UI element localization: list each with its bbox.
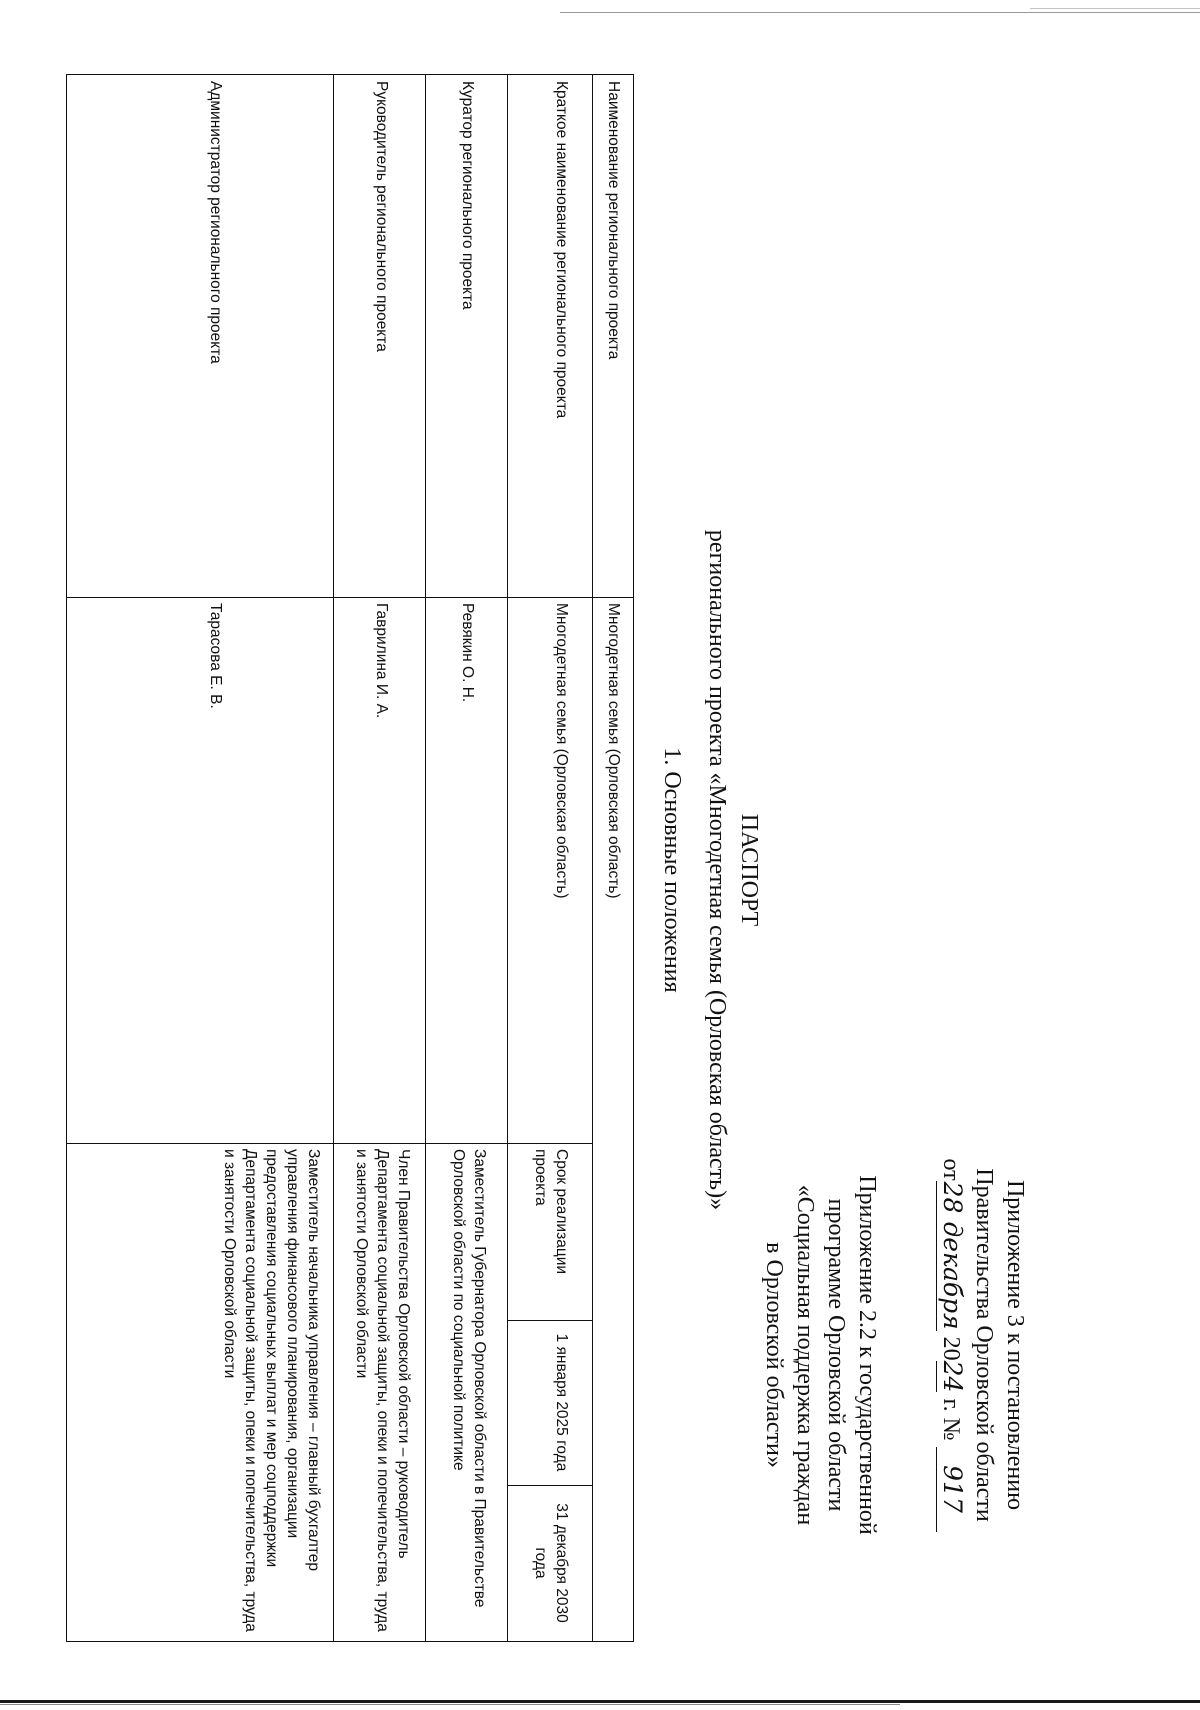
appendix-2-2-line4: в Орловской области» [761, 1242, 787, 1468]
appendix-3-line1: Приложение 3 к постановлению [1002, 1179, 1028, 1511]
rotated-page [40, 40, 1100, 1680]
label-project-name: Наименование регионального проекта [605, 81, 622, 360]
value-administrator-position: Заместитель начальника управления – главный бухгалтер управления финансового планирования, организации предоставления социальных выплат и мер соцподдержки Департамента социальной защиты, опеки и попечительства, труда и занятости Орловской области [221, 1149, 322, 1632]
label-head: Руководитель регионального проекта [373, 81, 390, 352]
value-curator-name: Ревякин О. Н. [459, 603, 476, 703]
value-end-date: 31 декабря 2030 года [532, 1503, 570, 1623]
year-prefix: 20 [938, 1336, 964, 1361]
scan-edge-top-secondary [1030, 8, 1200, 9]
label-curator: Куратор регионального проекта [459, 81, 476, 310]
value-short-name: Многодетная семья (Орловская область) [553, 603, 570, 899]
handwritten-number: 917 [936, 1447, 968, 1532]
label-short-name: Краткое наименование регионального проекта [553, 81, 570, 419]
scan-edge-bottom-secondary [0, 1704, 900, 1705]
appendix-3-line2: Правительства Орловской области [971, 1168, 997, 1522]
appendix-2-2-line1: Приложение 2.2 к государственной [854, 1175, 880, 1535]
value-curator-position: Заместитель Губернатора Орловской области в Правительстве Орловской области по социальной политике [450, 1149, 488, 1608]
label-term: Срок реализации проекта [532, 1149, 570, 1275]
appendix-2-2-line3: «Социальная поддержка граждан [792, 1184, 818, 1526]
year-tail: г. № [938, 1398, 964, 1441]
appendix-3-block [935, 1040, 1030, 1650]
label-administrator: Администратор регионального проекта [207, 81, 224, 364]
value-start-date: 1 января 2025 года [553, 1333, 570, 1472]
appendix-2-2-line2: программе Орловской области [823, 1198, 849, 1512]
handwritten-date: 28 декабря [938, 1181, 967, 1330]
from-prefix: от [938, 1158, 964, 1181]
passport-table [66, 74, 634, 1642]
scan-edge-bottom [0, 1700, 1200, 1703]
title-project-name: регионального проекта «Многодетная семья (Орловская область)» [704, 529, 730, 1211]
value-head-position: Член Правительства Орловской области – руководитель Департамента социальной защиты, опеки и попечительства, труда и занятости Орловской области [353, 1149, 412, 1632]
section-heading: 1. Основные положения [659, 747, 685, 993]
handwritten-year: 24 [938, 1360, 967, 1393]
value-head-name: Гаврилина И. А. [373, 603, 390, 719]
appendix-2-2-block [758, 1060, 882, 1650]
appendix-3-date-line [935, 1040, 968, 1650]
title-passport: ПАСПОРТ [736, 813, 762, 927]
value-project-name: Многодетная семья (Орловская область) [605, 603, 622, 899]
value-administrator-name: Тарасова Е. В. [207, 603, 224, 709]
scan-edge-top [560, 12, 1200, 13]
document-title [701, 220, 765, 1520]
